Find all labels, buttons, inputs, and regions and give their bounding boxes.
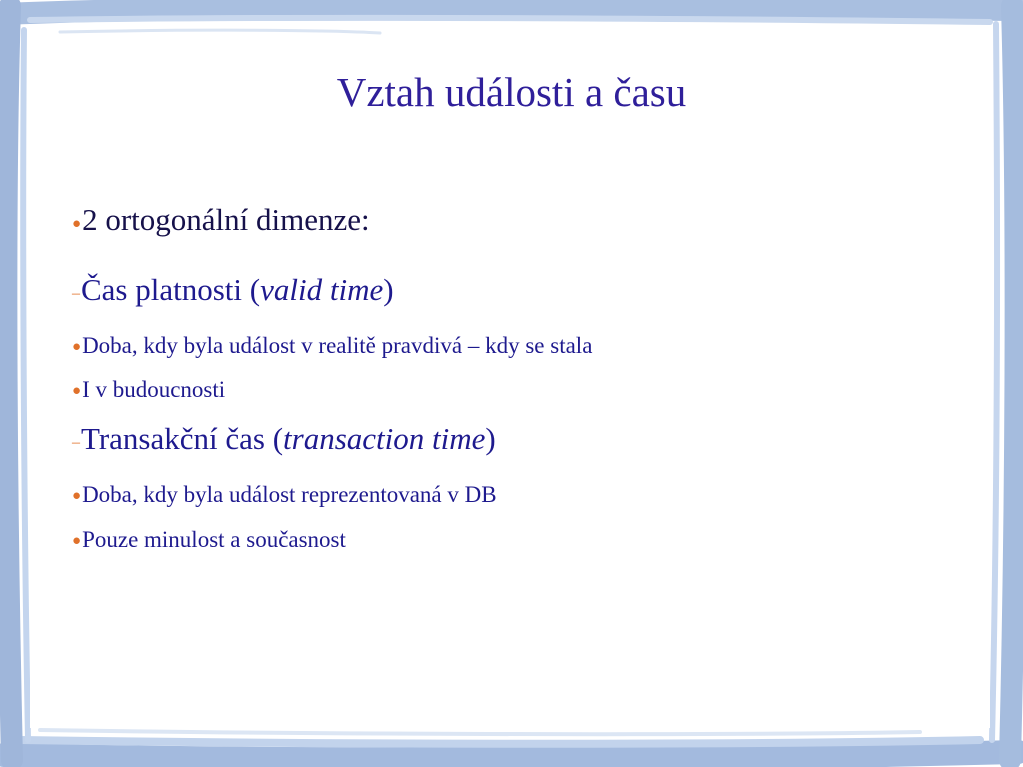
bullet-text: Čas platnosti ( [81, 272, 261, 307]
bullet-item [72, 377, 225, 403]
bullet-dot-icon: ● [72, 488, 82, 504]
bullet-dot-icon: ● [72, 216, 82, 232]
bullet-text: ) [383, 272, 394, 307]
bullet-text: Pouze minulost a současnost [82, 527, 346, 552]
bullet-item [72, 272, 394, 308]
bullet-italic-term: valid time [260, 272, 384, 307]
bullet-italic-term: transaction time [283, 421, 486, 456]
bullet-text: ) [485, 421, 496, 456]
bullet-text: Doba, kdy byla událost v realitě pravdivá – kdy se stala [82, 333, 593, 358]
bullet-dash-icon: – [72, 285, 80, 302]
bullet-item [72, 421, 496, 457]
bullet-item [72, 333, 592, 359]
bullet-dot-icon: ● [72, 339, 82, 355]
bullet-dot-icon: ● [72, 383, 82, 399]
bullet-item [72, 482, 497, 508]
slide-title: Vztah události a času [336, 69, 687, 115]
bullet-text: 2 ortogonální dimenze: [82, 202, 370, 237]
bullet-text: Transakční čas ( [81, 421, 284, 456]
bullet-item [72, 527, 346, 553]
bullet-dot-icon: ● [72, 533, 82, 549]
bullet-text: I v budoucnosti [82, 377, 226, 402]
bullet-item [72, 202, 370, 238]
bullet-text: Doba, kdy byla událost reprezentovaná v DB [82, 482, 497, 507]
bullet-dash-icon: – [72, 434, 80, 451]
